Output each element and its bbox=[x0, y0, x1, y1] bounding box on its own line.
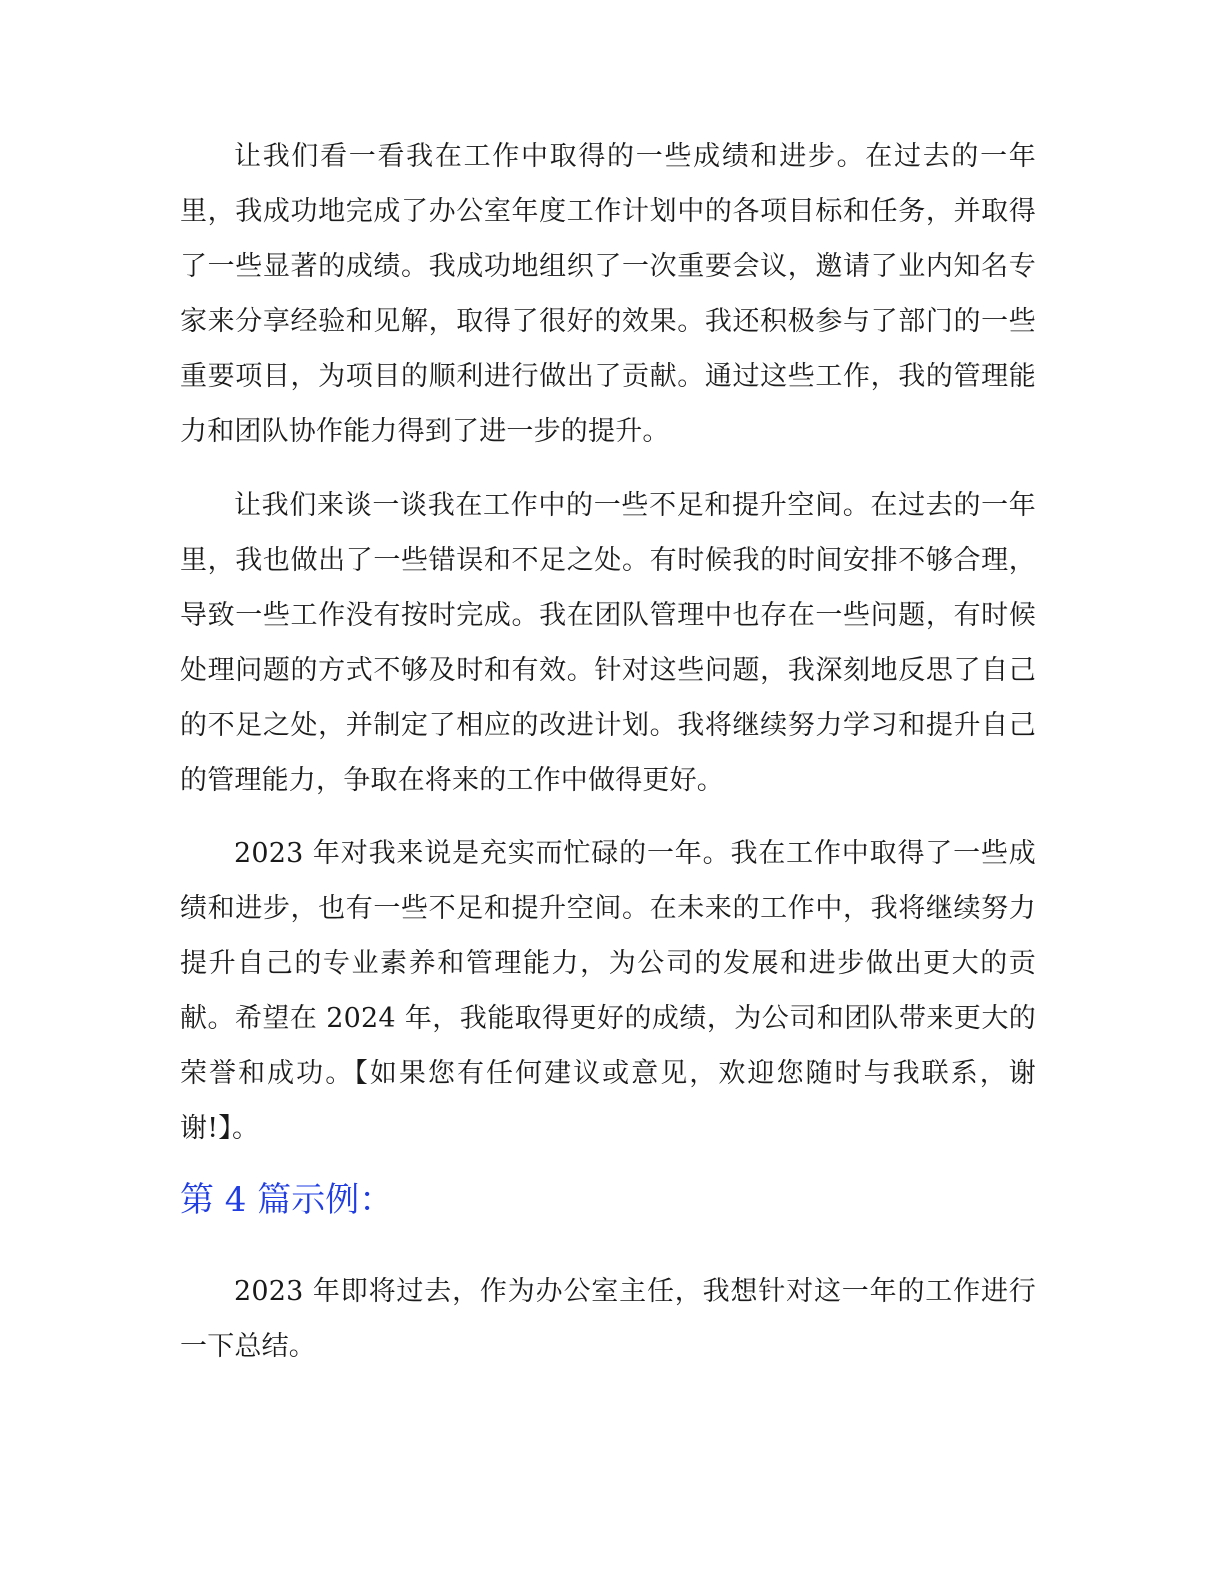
paragraph-shortcomings: 让我们来谈一谈我在工作中的一些不足和提升空间。在过去的一年里，我也做出了一些错误和不足之处。有时候我的时间安排不够合理，导致一些工作没有按时完成。我在团队管理中也存在一些问题，有时候处理问题的方式不够及时和有效。针对这些问题，我深刻地反思了自己的不足之处，并制定了相应的改进计划。我将继续努力学习和提升自己的管理能力，争取在将来的工作中做得更好。 bbox=[180, 490, 1036, 796]
paragraph-achievements: 让我们看一看我在工作中取得的一些成绩和进步。在过去的一年里，我成功地完成了办公室年度工作计划中的各项目标和任务，并取得了一些显著的成绩。我成功地组织了一次重要会议，邀请了业内知名专家来分享经验和见解，取得了很好的效果。我还积极参与了部门的一些重要项目，为项目的顺利进行做出了贡献。通过这些工作，我的管理能力和团队协作能力得到了进一步的提升。 bbox=[180, 141, 1036, 447]
paragraph-intro: 2023 年即将过去，作为办公室主任，我想针对这一年的工作进行一下总结。 bbox=[180, 1276, 1036, 1362]
section-heading: 第 4 篇示例： bbox=[180, 1180, 394, 1220]
paragraph-conclusion: 2023 年对我来说是充实而忙碌的一年。我在工作中取得了一些成绩和进步，也有一些不足和提升空间。在未来的工作中，我将继续努力提升自己的专业素养和管理能力，为公司的发展和进步做出更大的贡献。希望在 2024 年，我能取得更好的成绩，为公司和团队带来更大的荣誉和成功。【如果您有任何建议或意见，欢迎您随时与我联系，谢谢!】。 bbox=[180, 838, 1036, 1144]
